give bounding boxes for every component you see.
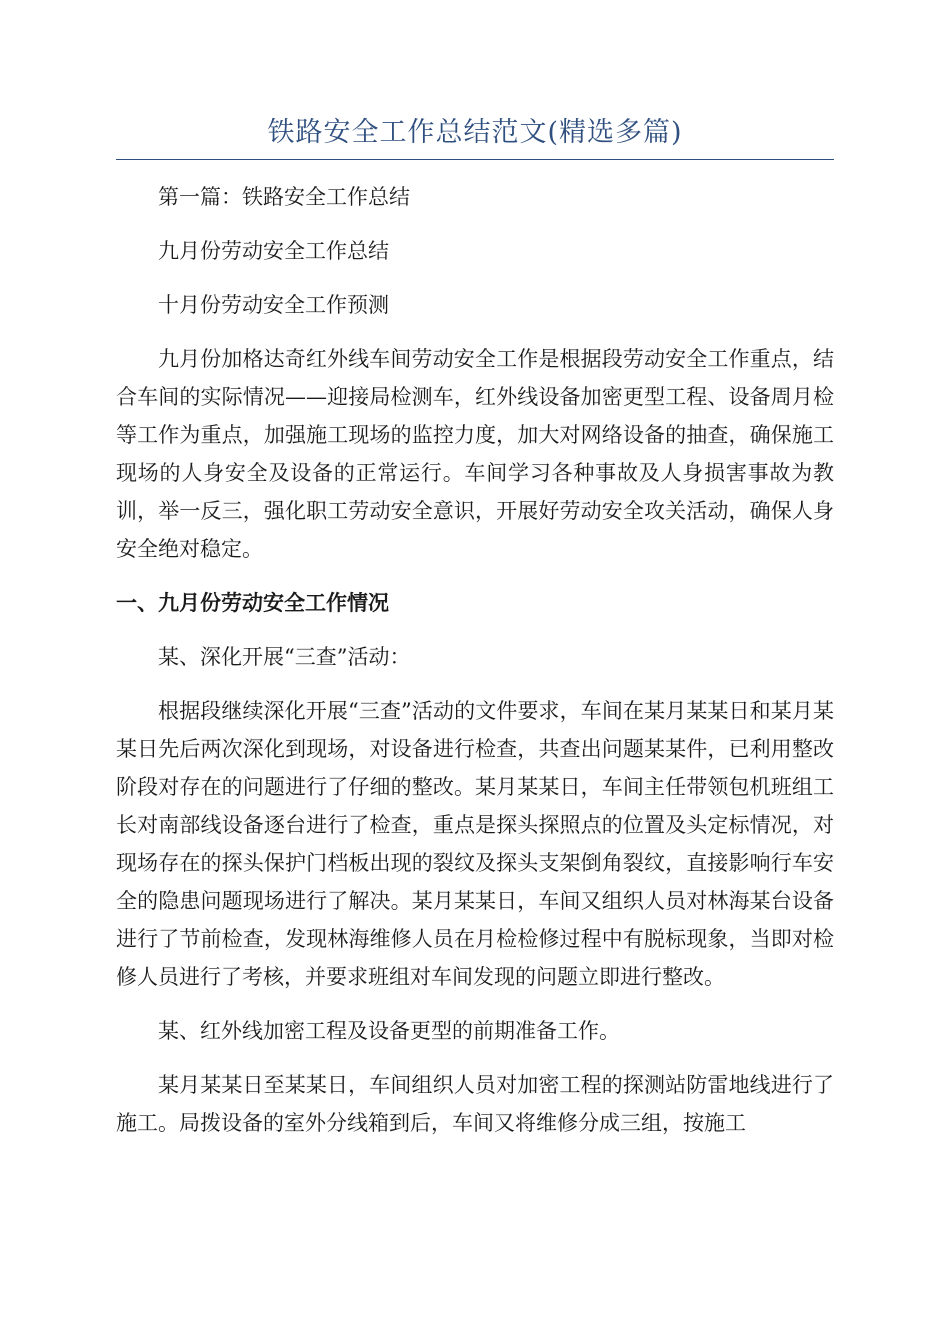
subsection-heading-2: 某、红外线加密工程及设备更型的前期准备工作。 bbox=[158, 1019, 620, 1043]
document-page bbox=[116, 110, 834, 1158]
document-title: 铁路安全工作总结范文(精选多篇) bbox=[116, 110, 834, 160]
section-title-line: 第一篇：铁路安全工作总结 bbox=[158, 185, 410, 209]
summary-title-line: 九月份劳动安全工作总结 bbox=[158, 239, 389, 263]
body-paragraph-2: 某月某某日至某某日，车间组织人员对加密工程的探测站防雷地线进行了施工。局拨设备的室外分线箱到后，车间又将维修分成三组，按施工 bbox=[116, 1073, 834, 1135]
body-paragraph-1: 根据段继续深化开展“三查”活动的文件要求，车间在某月某某日和某月某某日先后两次深化到现场，对设备进行检查，共查出问题某某件，已利用整改阶段对存在的问题进行了仔细的整改。某月某某日，车间主任带领包机班组工长对南部线设备逐台进行了检查，重点是探头探照点的位置及头定标情况，对现场存在的探头保护门档板出现的裂纹及探头支架倒角裂纹，直接影响行车安全的隐患问题现场进行了解决。某月某某日，车间又组织人员对林海某台设备进行了节前检查，发现林海维修人员在月检检修过程中有脱标现象，当即对检修人员进行了考核，并要求班组对车间发现的问题立即进行整改。 bbox=[116, 699, 834, 989]
document-body bbox=[116, 178, 834, 1142]
intro-paragraph: 九月份加格达奇红外线车间劳动安全工作是根据段劳动安全工作重点，结合车间的实际情况——迎接局检测车，红外线设备加密更型工程、设备周月检等工作为重点，加强施工现场的监控力度，加大对网络设备的抽查，确保施工现场的人身安全及设备的正常运行。车间学习各种事故及人身损害事故为教训，举一反三，强化职工劳动安全意识，开展好劳动安全攻关活动，确保人身安全绝对稳定。 bbox=[116, 347, 834, 561]
section-heading: 一、九月份劳动安全工作情况 bbox=[116, 590, 389, 615]
forecast-title-line: 十月份劳动安全工作预测 bbox=[158, 293, 389, 317]
subsection-heading-1: 某、深化开展“三查”活动： bbox=[158, 645, 411, 669]
